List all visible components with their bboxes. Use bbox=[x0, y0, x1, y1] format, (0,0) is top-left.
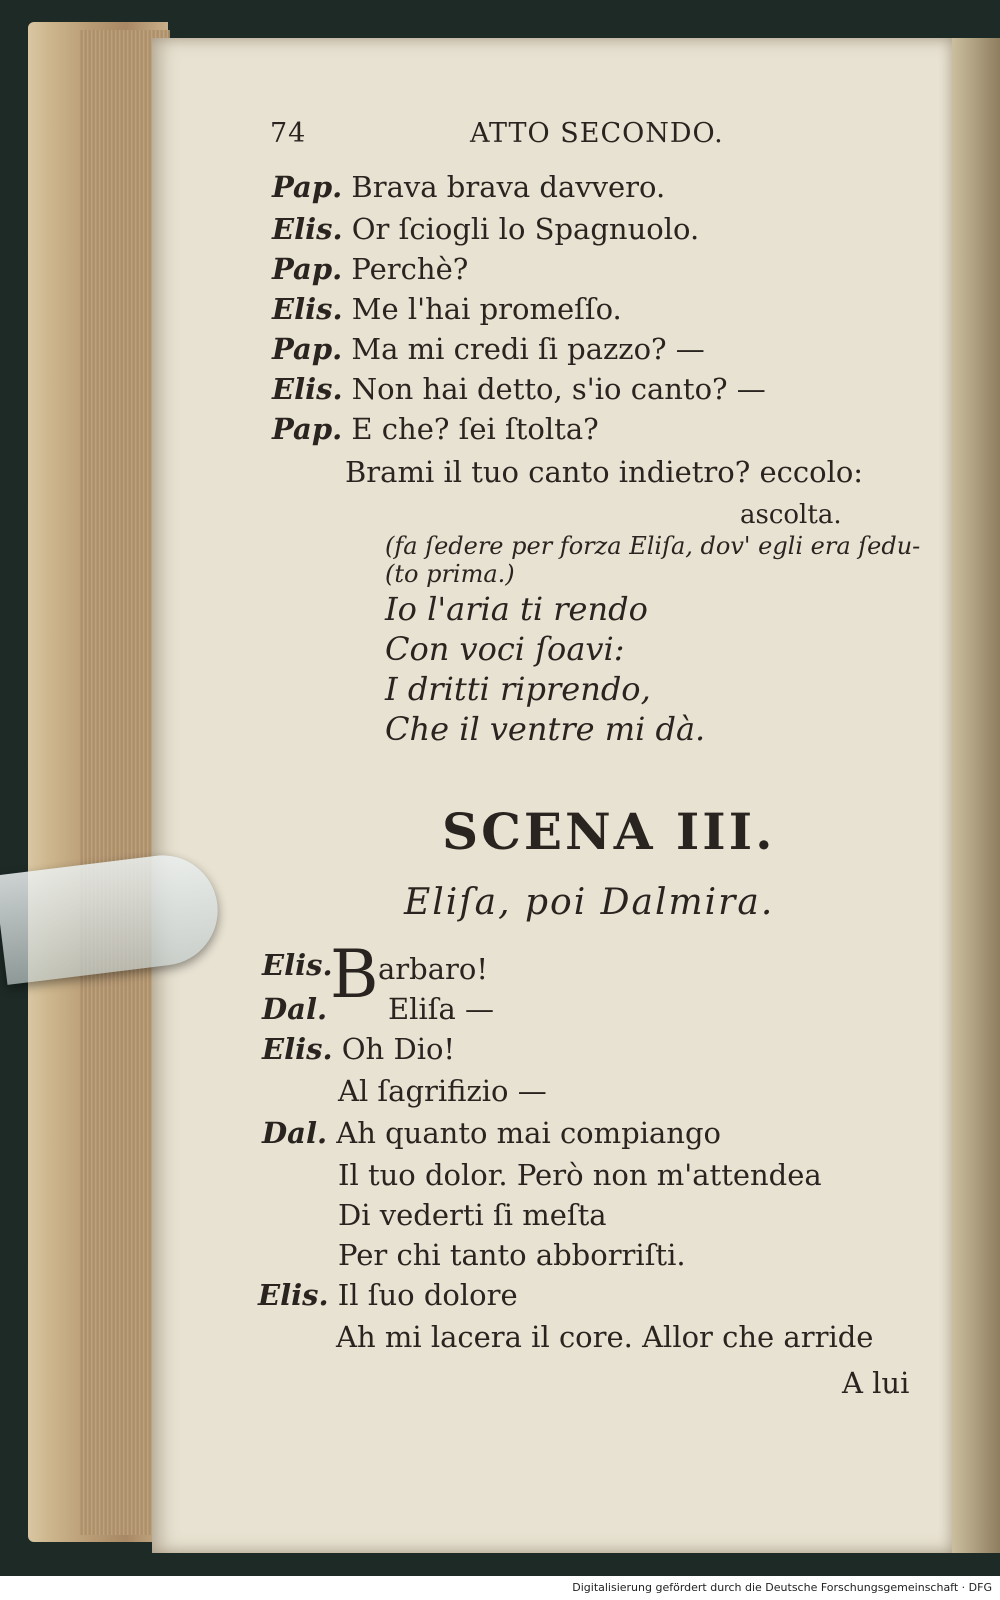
dialogue-line bbox=[272, 292, 622, 326]
line-text: arbaro! bbox=[378, 952, 488, 986]
line-text: Non hai detto, s'io canto? — bbox=[351, 372, 766, 406]
aria-line: Io l'aria ti rendo bbox=[385, 590, 648, 628]
speaker-label: Elis. bbox=[272, 292, 343, 326]
line-text: Me l'hai promeſſo. bbox=[351, 292, 622, 326]
speaker-label: Dal. bbox=[262, 992, 328, 1026]
speaker-label: Pap. bbox=[272, 252, 343, 286]
verse-continuation: Per chi tanto abborriſti. bbox=[338, 1238, 686, 1272]
scene-title: SCENA III. bbox=[442, 802, 776, 861]
dialogue-line bbox=[272, 332, 705, 366]
drop-capital: B bbox=[330, 936, 379, 1013]
dialogue-line bbox=[272, 372, 766, 406]
speaker-label: Elis. bbox=[258, 1278, 329, 1312]
line-text: Eliſa — bbox=[388, 992, 494, 1026]
verse-continuation: Al ſagrifizio — bbox=[338, 1074, 547, 1108]
verse-continuation: Ah mi lacera il core. Allor che arride bbox=[336, 1320, 874, 1354]
stage-direction: (to prima.) bbox=[385, 560, 515, 588]
catchword: A lui bbox=[842, 1366, 910, 1400]
speaker-label: Elis. bbox=[272, 372, 343, 406]
running-title: ATTO SECONDO. bbox=[470, 118, 724, 149]
dialogue-line bbox=[272, 252, 468, 286]
line-text: E che? ſei ſtolta? bbox=[351, 412, 599, 446]
speaker-label: Elis. bbox=[262, 1032, 333, 1066]
facing-page-edge bbox=[952, 38, 1000, 1553]
line-text: Il ſuo dolore bbox=[337, 1278, 518, 1312]
dialogue-line bbox=[262, 948, 333, 982]
speaker-label: Elis. bbox=[272, 212, 343, 246]
page-number: 74 bbox=[270, 118, 307, 149]
speaker-label: Pap. bbox=[272, 412, 343, 446]
speaker-label: Pap. bbox=[272, 170, 343, 204]
line-text: Ma mi credi ſi pazzo? — bbox=[351, 332, 705, 366]
dialogue-line bbox=[272, 170, 665, 204]
dialogue-line bbox=[258, 1278, 518, 1312]
aria-line: I dritti riprendo, bbox=[385, 670, 651, 708]
line-text: Oh Dio! bbox=[341, 1032, 456, 1066]
dialogue-line bbox=[272, 212, 699, 246]
verse-continuation: ascolta. bbox=[740, 500, 842, 530]
speaker-label: Pap. bbox=[272, 332, 343, 366]
verse-continuation: Brami il tuo canto indietro? eccolo: bbox=[345, 455, 864, 489]
speaker-label: Elis. bbox=[262, 948, 333, 982]
aria-line: Che il ventre mi dà. bbox=[385, 710, 706, 748]
dialogue-line bbox=[272, 412, 599, 446]
digitization-footer: Digitalisierung gefördert durch die Deutsche Forschungsgemeinschaft · DFG bbox=[0, 1576, 1000, 1600]
verse-continuation: Il tuo dolor. Però non m'attendea bbox=[338, 1158, 822, 1192]
line-text: Brava brava davvero. bbox=[351, 170, 666, 204]
aria-line: Con voci ſoavi: bbox=[385, 630, 625, 668]
dialogue-line bbox=[262, 1032, 455, 1066]
line-text: Or ſciogli lo Spagnuolo. bbox=[351, 212, 700, 246]
speaker-label: Dal. bbox=[262, 1116, 328, 1150]
dialogue-line bbox=[262, 992, 327, 1026]
line-text: Perchè? bbox=[351, 252, 469, 286]
verse-continuation: Di vederti ſi meſta bbox=[338, 1198, 607, 1232]
dialogue-line bbox=[262, 1116, 721, 1150]
scene-characters: Eliſa, poi Dalmira. bbox=[404, 882, 775, 923]
line-text: Ah quanto mai compiango bbox=[336, 1116, 721, 1150]
stage-direction: (fa ſedere per forza Eliſa, dov' egli era ſedu- bbox=[385, 532, 921, 560]
